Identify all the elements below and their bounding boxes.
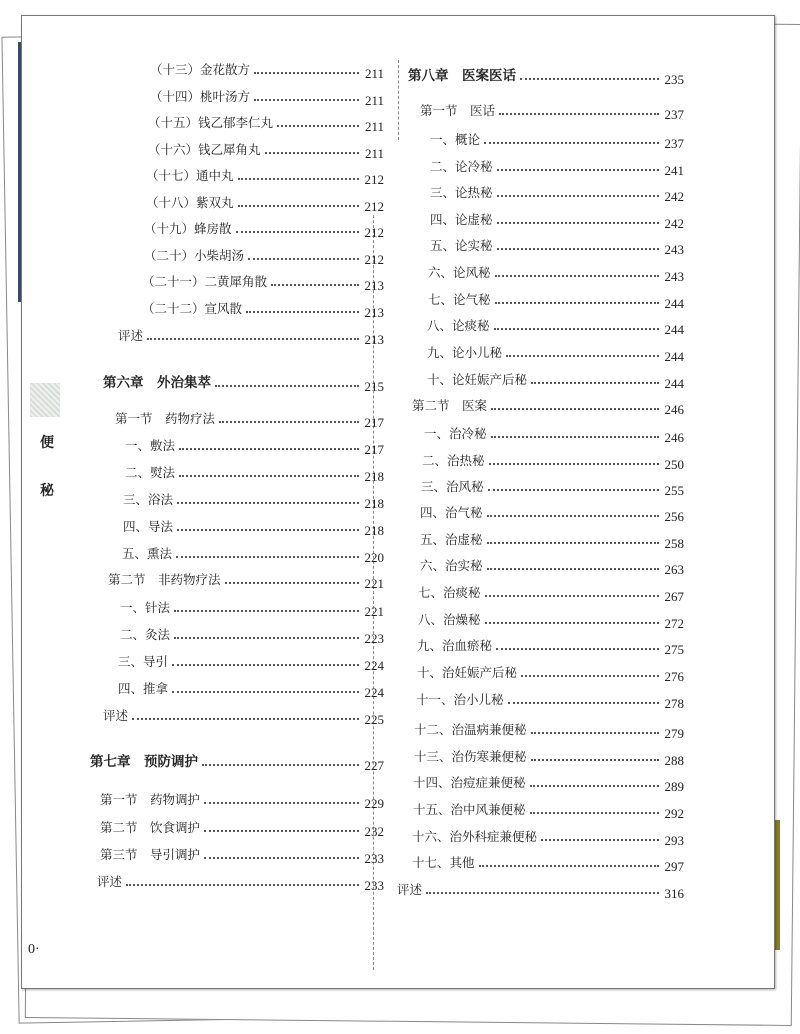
toc-entry-title: 四、推拿 (118, 681, 169, 696)
toc-entry-title: （十四）桃叶汤方 (150, 89, 251, 104)
toc-entry-page: 256 (664, 509, 684, 524)
toc-entry (144, 220, 384, 238)
toc-entry-title: 三、治风秘 (421, 479, 484, 494)
toc-entry-page: 232 (364, 824, 384, 839)
toc-entry-page: 217 (364, 415, 384, 430)
leader-dots (487, 515, 659, 517)
toc-entry-title: 第三节 导引调护 (100, 847, 201, 862)
toc-entry-page: 237 (664, 136, 684, 151)
toc-entry-title: 评述 (397, 882, 423, 897)
leader-dots (488, 489, 659, 491)
toc-entry (120, 626, 384, 644)
leader-dots (204, 802, 358, 804)
leader-dots (176, 556, 358, 558)
toc-entry (430, 184, 684, 202)
toc-entry-page: 211 (364, 119, 384, 134)
toc-entry-title: 九、治血瘀秘 (417, 638, 493, 653)
toc-entry (418, 584, 684, 602)
toc-entry (148, 114, 384, 132)
toc-entry-page: 244 (664, 349, 684, 364)
toc-entry-page: 218 (364, 523, 384, 538)
leader-dots (494, 328, 659, 330)
leader-dots (485, 595, 659, 597)
toc-entry-title: 十、论妊娠产后秘 (427, 372, 528, 387)
toc-entry (142, 300, 384, 318)
toc-entry (100, 846, 384, 864)
toc-entry-page: 221 (364, 604, 384, 619)
leader-dots (177, 529, 358, 531)
leader-dots (499, 113, 658, 115)
toc-entry-page: 213 (364, 305, 384, 320)
toc-entry (144, 247, 384, 265)
toc-entry-page: 241 (664, 163, 684, 178)
leader-dots (174, 610, 358, 612)
toc-entry-page: 267 (664, 589, 684, 604)
toc-entry-title: 评述 (118, 328, 144, 343)
toc-entry-title: （十七）通中丸 (146, 168, 234, 183)
toc-entry (103, 707, 384, 725)
toc-entry (413, 774, 684, 792)
toc-entry (122, 545, 384, 563)
toc-entry (417, 637, 684, 655)
toc-entry-page: 276 (664, 669, 684, 684)
toc-entry-title: 第一节 药物调护 (100, 792, 201, 807)
toc-entry-page: 218 (364, 496, 384, 511)
page-number: 0· (28, 942, 40, 957)
toc-entry-page: 293 (664, 833, 684, 848)
toc-entry-page: 211 (364, 146, 384, 161)
toc-entry (123, 491, 384, 509)
toc-entry (430, 158, 684, 176)
toc-entry-page: 258 (664, 536, 684, 551)
toc-entry (420, 531, 684, 549)
toc-entry-title: （十六）钱乙犀角丸 (148, 142, 261, 157)
leader-dots (484, 142, 658, 144)
leader-dots (179, 448, 358, 450)
toc-entry (100, 791, 384, 809)
leader-dots (479, 865, 659, 867)
leader-dots (215, 385, 359, 387)
toc-entry-page: 250 (664, 457, 684, 472)
toc-entry-title: 第二节 饮食调护 (100, 820, 201, 835)
leader-dots (225, 582, 359, 584)
toc-entry-title: 十四、治痘症兼便秘 (413, 775, 526, 790)
toc-entry (118, 653, 384, 671)
toc-entry-title: 六、治实秘 (420, 558, 483, 573)
toc-entry (421, 478, 684, 496)
leader-dots (520, 78, 659, 80)
toc-entry (118, 680, 384, 698)
leader-dots (531, 382, 658, 384)
toc-entry-page: 316 (664, 886, 684, 901)
leader-dots (172, 664, 358, 666)
leader-dots (491, 436, 659, 438)
toc-entry-title: 一、概论 (430, 132, 481, 147)
toc-entry (422, 452, 684, 470)
toc-entry (412, 828, 684, 846)
toc-entry (123, 518, 384, 536)
leader-dots (497, 195, 659, 197)
side-title-char: 便 (40, 435, 54, 451)
leader-dots (497, 169, 659, 171)
leader-dots (132, 718, 358, 720)
toc-entry-title: 十一、治小儿秘 (416, 692, 504, 707)
toc-entry (125, 437, 384, 455)
leader-dots (172, 691, 358, 693)
leader-dots (497, 222, 659, 224)
toc-entry-title: 十五、治中风兼便秘 (413, 802, 526, 817)
toc-entry-title: 五、治虚秘 (420, 532, 483, 547)
toc-entry-page: 221 (364, 576, 384, 591)
toc-entry-title: 五、熏法 (122, 546, 173, 561)
toc-entry-page: 297 (664, 859, 684, 874)
toc-entry-title: 七、治痰秘 (418, 585, 481, 600)
leader-dots (506, 355, 658, 357)
toc-entry-page: 275 (664, 642, 684, 657)
leader-dots (508, 702, 659, 704)
toc-entry-title: （二十一）二黄犀角散 (142, 274, 268, 289)
toc-entry-page: 212 (364, 199, 384, 214)
toc-entry (418, 611, 684, 629)
toc-entry (97, 873, 384, 891)
toc-entry-page: 215 (364, 379, 384, 394)
leader-dots (530, 812, 659, 814)
toc-entry (125, 464, 384, 482)
toc-entry (142, 273, 384, 291)
leader-dots (487, 542, 659, 544)
toc-entry-page: 263 (664, 562, 684, 577)
toc-entry-page: 212 (364, 225, 384, 240)
toc-entry-page: 237 (664, 107, 684, 122)
toc-entry (427, 371, 684, 389)
toc-entry-title: （二十二）宣风散 (142, 301, 243, 316)
toc-entry (412, 854, 684, 872)
leader-dots (489, 463, 659, 465)
toc-entry-title: 二、论冷秘 (430, 159, 493, 174)
toc-entry-title: 二、熨法 (125, 465, 176, 480)
toc-entry (430, 237, 684, 255)
leader-dots (147, 338, 358, 340)
toc-entry-page: 223 (364, 631, 384, 646)
leader-dots (126, 884, 358, 886)
leader-dots (254, 72, 359, 74)
toc-entry-page: 246 (664, 430, 684, 445)
toc-entry (427, 344, 684, 362)
toc-entry (414, 748, 684, 766)
toc-entry (420, 504, 684, 522)
toc-entry (118, 327, 384, 345)
leader-dots (204, 857, 358, 859)
leader-dots (531, 759, 659, 761)
toc-entry (427, 317, 684, 335)
toc-entry-title: （十五）钱乙郁李仁丸 (148, 115, 274, 130)
toc-entry-title: 十七、其他 (412, 855, 475, 870)
leader-dots (265, 152, 359, 154)
toc-entry-page: 224 (364, 685, 384, 700)
toc-entry-page: 233 (364, 851, 384, 866)
toc-entry-title: 评述 (97, 874, 123, 889)
leader-dots (254, 99, 359, 101)
toc-entry-page: 233 (364, 878, 384, 893)
toc-entry-page: 212 (364, 252, 384, 267)
toc-entry-page: 278 (664, 696, 684, 711)
leader-dots (248, 258, 358, 260)
toc-entry-page: 229 (364, 796, 384, 811)
leader-dots (271, 284, 358, 286)
leader-dots (202, 764, 359, 766)
toc-entry (420, 557, 684, 575)
leader-dots (179, 475, 358, 477)
toc-entry-page: 279 (664, 726, 684, 741)
toc-entry-title: 二、灸法 (120, 627, 171, 642)
toc-entry-page: 212 (364, 172, 384, 187)
toc-entry-title: （十三）金花散方 (150, 62, 251, 77)
toc-entry-page: 218 (364, 469, 384, 484)
toc-entry (146, 167, 384, 185)
toc-entry-page: 211 (364, 93, 384, 108)
toc-entry-title: 第一节 医话 (420, 103, 496, 118)
leader-dots (204, 830, 358, 832)
toc-entry-title: 第七章 预防调护 (90, 754, 198, 770)
leader-dots (174, 637, 358, 639)
toc-entry-page: 242 (664, 216, 684, 231)
toc-entry-page: 255 (664, 483, 684, 498)
toc-entry-title: 第二节 医案 (412, 398, 488, 413)
toc-entry-page: 244 (664, 322, 684, 337)
leader-dots (246, 311, 358, 313)
toc-entry-title: （十八）紫双丸 (146, 195, 234, 210)
toc-entry-page: 225 (364, 712, 384, 727)
toc-entry-page: 243 (664, 242, 684, 257)
leader-dots (495, 302, 659, 304)
leader-dots (487, 568, 659, 570)
toc-entry (146, 194, 384, 212)
toc-entry (100, 819, 384, 837)
toc-entry-title: 十三、治伤寒兼便秘 (414, 749, 527, 764)
decorative-emblem (30, 383, 60, 417)
toc-entry (430, 211, 684, 229)
toc-entry-title: 第八章 医案医话 (408, 68, 516, 84)
toc-entry (120, 599, 384, 617)
toc-entry-page: 289 (664, 779, 684, 794)
toc-entry (417, 664, 684, 682)
toc-entry-page: 224 (364, 658, 384, 673)
toc-entry-page: 244 (664, 296, 684, 311)
toc-entry-page: 288 (664, 753, 684, 768)
toc-entry (420, 102, 684, 120)
toc-entry-page: 217 (364, 442, 384, 457)
toc-entry-page: 213 (364, 278, 384, 293)
toc-entry (412, 397, 684, 415)
toc-entry (428, 291, 684, 309)
toc-entry-title: 六、论风秘 (428, 265, 491, 280)
toc-entry-title: 第六章 外治集萃 (103, 375, 211, 391)
toc-entry (428, 264, 684, 282)
toc-entry-title: 评述 (103, 708, 129, 723)
toc-entry-title: （十九）蜂房散 (144, 221, 232, 236)
toc-entry (416, 691, 684, 709)
leader-dots (177, 502, 358, 504)
toc-entry (103, 374, 384, 392)
leader-dots (541, 839, 658, 841)
toc-entry-title: 十二、治温病兼便秘 (414, 722, 527, 737)
toc-entry-title: 二、治热秘 (422, 453, 485, 468)
toc-entry-page: 246 (664, 402, 684, 417)
leader-dots (530, 785, 659, 787)
leader-dots (238, 178, 359, 180)
toc-entry-title: 七、论气秘 (428, 292, 491, 307)
toc-entry-page: 213 (364, 332, 384, 347)
toc-entry-page: 292 (664, 806, 684, 821)
toc-entry (150, 61, 384, 79)
toc-entry-title: 四、治气秘 (420, 505, 483, 520)
toc-entry-title: 三、导引 (118, 654, 169, 669)
leader-dots (236, 231, 359, 233)
toc-entry-title: 四、论虚秘 (430, 212, 493, 227)
toc-entry-title: 十、治妊娠产后秘 (417, 665, 518, 680)
toc-entry-title: 九、论小儿秘 (427, 345, 503, 360)
toc-entry (108, 571, 384, 589)
leader-dots (521, 675, 658, 677)
toc-entry-page: 243 (664, 269, 684, 284)
toc-entry (424, 425, 684, 443)
toc-entry-title: 第一节 药物疗法 (115, 411, 216, 426)
toc-entry (413, 801, 684, 819)
toc-entry-title: 一、敷法 (125, 438, 176, 453)
column-divider (398, 60, 399, 140)
toc-entry (430, 131, 684, 149)
toc-entry-title: 第二节 非药物疗法 (108, 572, 221, 587)
leader-dots (426, 892, 658, 894)
toc-entry-page: 242 (664, 189, 684, 204)
toc-entry (408, 67, 684, 85)
leader-dots (491, 408, 658, 410)
leader-dots (485, 622, 659, 624)
toc-entry-title: 一、针法 (120, 600, 171, 615)
toc-entry-page: 227 (364, 758, 384, 773)
toc-entry (150, 88, 384, 106)
toc-entry-title: （二十）小柴胡汤 (144, 248, 245, 263)
toc-entry (90, 753, 384, 771)
toc-entry-page: 244 (664, 376, 684, 391)
toc-entry-title: 三、浴法 (123, 492, 174, 507)
toc-entry-title: 八、治燥秘 (418, 612, 481, 627)
toc-entry-title: 一、治冷秘 (424, 426, 487, 441)
leader-dots (497, 248, 659, 250)
toc-entry-page: 272 (664, 616, 684, 631)
leader-dots (238, 205, 359, 207)
toc-entry-title: 三、论热秘 (430, 185, 493, 200)
toc-entry-page: 220 (364, 550, 384, 565)
leader-dots (496, 648, 658, 650)
toc-entry (148, 141, 384, 159)
toc-entry (397, 881, 684, 899)
leader-dots (277, 125, 359, 127)
leader-dots (531, 732, 659, 734)
toc-entry-title: 八、论痰秘 (427, 318, 490, 333)
toc-entry-page: 235 (664, 72, 684, 87)
toc-entry-title: 五、论实秘 (430, 238, 493, 253)
toc-entry (115, 410, 384, 428)
toc-entry-page: 211 (364, 66, 384, 81)
side-title-char: 秘 (40, 483, 54, 499)
leader-dots (219, 421, 358, 423)
leader-dots (495, 275, 659, 277)
toc-entry (414, 721, 684, 739)
toc-entry-title: 四、导法 (123, 519, 174, 534)
toc-entry-title: 十六、治外科症兼便秘 (412, 829, 538, 844)
